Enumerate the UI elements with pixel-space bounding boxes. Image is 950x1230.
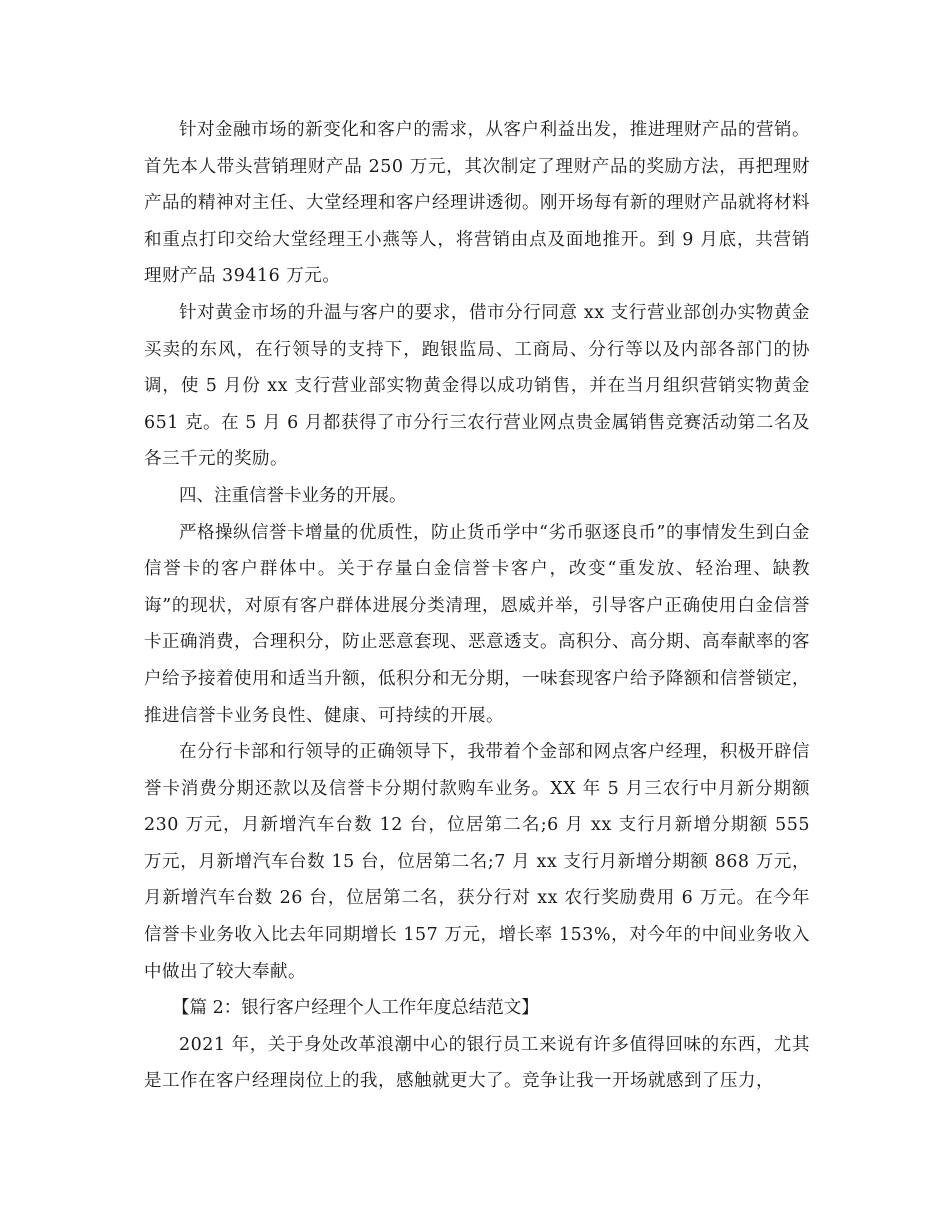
- paragraph-credit-quality: 严格操纵信誉卡增量的优质性，防止货币学中“劣币驱逐良币”的事情发生到白金信誉卡的客户群体中。关于存量白金信誉卡客户，改变“重发放、轻治理、缺教诲”的现状，对原有客户群体进展分类清理，恩威并举，引导客户正确使用白金信誉卡正确消费，合理积分，防止恶意套现、恶意透支。高积分、高分期、高奉献率的客户给予接着使用和适当升额，低积分和无分期，一味套现客户给予降额和信誉锁定，推进信誉卡业务良性、健康、可持续的开展。: [144, 522, 810, 726]
- paragraph-wealth-products: 针对金融市场的新变化和客户的需求，从客户利益出发，推进理财产品的营销。首先本人带头营销理财产品 250 万元，其次制定了理财产品的奖励方法，再把理财产品的精神对主任、大堂经理和客户经理讲透彻。刚开场每有新的理财产品就将材料和重点打印交给大堂经理王小燕等人，将营销由点及面地推开。到 9 月底，共营销理财产品 39416 万元。: [144, 120, 810, 287]
- paragraph-gold-sales: 针对黄金市场的升温与客户的要求，借市分行同意 xx 支行营业部创办实物黄金买卖的东风，在行领导的支持下，跑银监局、工商局、分行等以及内部各部门的协调，使 5 月份 xx 支行营业部实物黄金得以成功销售，并在当月组织营销实物黄金 651 克。在 5 月 6 月都获得了市分行三农行营业网点贵金属销售竞赛活动第二名及各三千元的奖励。: [144, 302, 810, 470]
- section-heading-credit-card: 四、注重信誉卡业务的开展。: [179, 485, 407, 506]
- document-body: [144, 112, 810, 1100]
- paragraph-installment-business: 在分行卡部和行领导的正确领导下，我带着个金部和网点客户经理，积极开辟信誉卡消费分期还款以及信誉卡分期付款购车业务。XX 年 5 月三农行中月新分期额 230 万元，月新增汽车台数 12 台，位居第二名;6 月 xx 支行月新增分期额 555 万元，月新增汽车台数 15 台，位居第二名;7 月 xx 支行月新增分期额 868 万元，月新增汽车台数 26 台，位居第二名，获分行对 xx 农行奖励费用 6 万元。在今年信誉卡业务收入比去年同期增长 157 万元，增长率 153%，对今年的中间业务收入中做出了较大奉献。: [144, 742, 810, 982]
- article-title: 【篇 2：银行客户经理个人工作年度总结范文】: [172, 998, 539, 1019]
- paragraph-intro-2021: 2021 年，关于身处改革浪潮中心的银行员工来说有许多值得回味的东西，尤其是工作在客户经理岗位上的我，感触就更大了。竞争让我一开场就感到了压力，: [144, 1034, 810, 1092]
